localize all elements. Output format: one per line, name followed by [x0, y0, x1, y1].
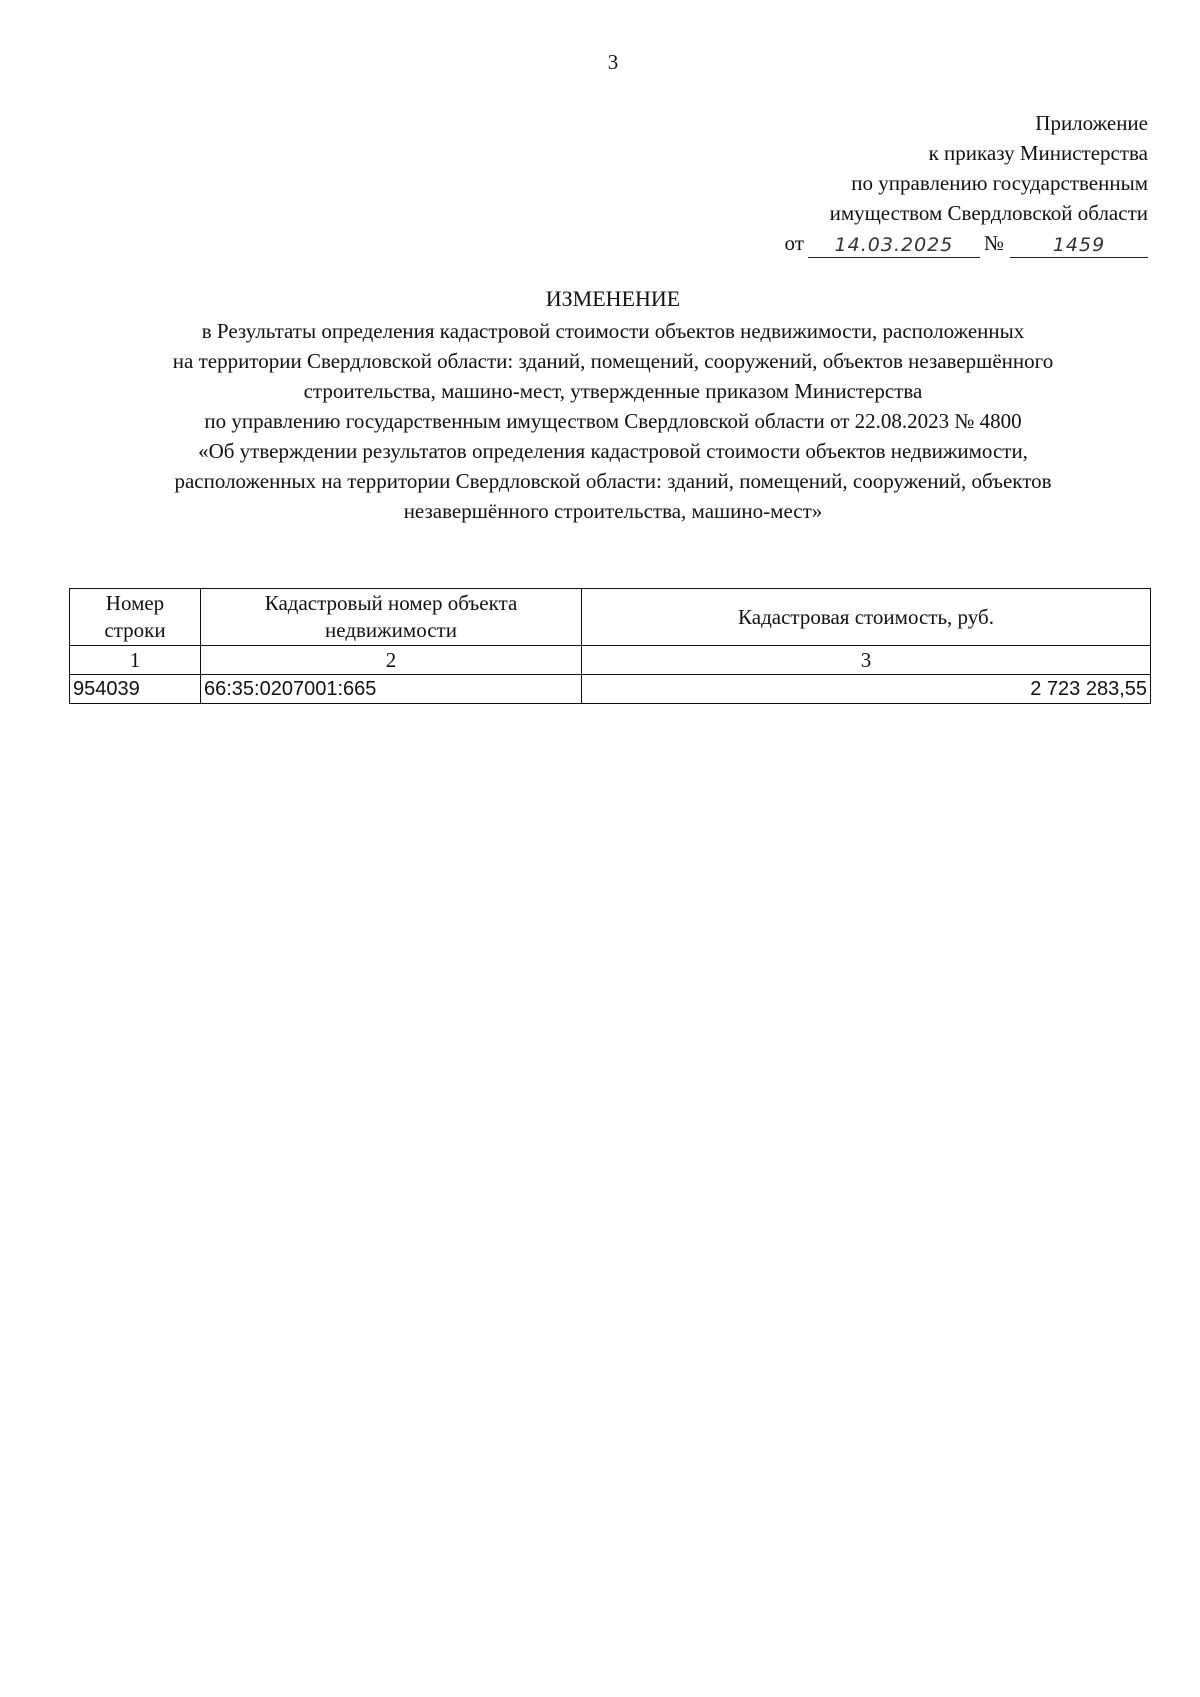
header-row-number: [70, 589, 201, 646]
header-text: Номер: [105, 591, 165, 615]
document-title: ИЗМЕНЕНИЕ: [545, 286, 681, 311]
handwritten-number: 1459: [1010, 233, 1148, 258]
subtitle-line: «Об утверждении результатов определения кадастровой стоимости объектов недвижимости,: [198, 439, 1028, 463]
header-text: недвижимости: [325, 618, 457, 642]
header-text: Кадастровый номер объекта: [264, 591, 518, 615]
row-number-cell: 954039: [70, 675, 201, 704]
cadastral-value-cell: 2 723 283,55: [582, 675, 1151, 704]
subtitle-line: по управлению государственным имуществом Свердловской области от 22.08.2023 № 4800: [204, 409, 1022, 433]
table-row: [70, 675, 1151, 704]
appendix-block: [785, 108, 1148, 258]
column-number: 2: [201, 646, 582, 675]
appendix-line: имуществом Свердловской области: [829, 201, 1148, 225]
subtitle-line: незавершённого строительства, машино-мест»: [403, 499, 823, 523]
header-text: строки: [104, 618, 166, 642]
cadastral-value-table: [69, 588, 1151, 704]
subtitle-line: расположенных на территории Свердловской области: зданий, помещений, сооружений, объектов: [174, 469, 1052, 493]
header-cadastral-number: [201, 589, 582, 646]
appendix-line: к приказу Министерства: [928, 141, 1148, 165]
header-cadastral-value: [582, 589, 1151, 646]
page-number: 3: [607, 50, 619, 74]
column-number: 3: [582, 646, 1151, 675]
subtitle-line: в Результаты определения кадастровой стоимости объектов недвижимости, расположенных: [201, 319, 1025, 343]
appendix-line: Приложение: [1035, 111, 1148, 135]
number-prefix: №: [983, 231, 1004, 255]
table-header-row: [70, 589, 1151, 646]
date-prefix: от: [784, 231, 804, 255]
appendix-line: по управлению государственным: [851, 171, 1148, 195]
subtitle-line: строительства, машино-мест, утвержденные приказом Министерства: [303, 379, 923, 403]
document-subtitle: [80, 316, 1146, 526]
handwritten-date: 14.03.2025: [808, 233, 980, 258]
order-date-number-line: [785, 228, 1148, 258]
header-text: Кадастровая стоимость, руб.: [738, 604, 994, 629]
cadastral-number-cell: 66:35:0207001:665: [201, 675, 582, 704]
column-number: 1: [70, 646, 201, 675]
column-number-row: [70, 646, 1151, 675]
subtitle-line: на территории Свердловской области: зданий, помещений, сооружений, объектов незавершённого: [172, 349, 1054, 373]
